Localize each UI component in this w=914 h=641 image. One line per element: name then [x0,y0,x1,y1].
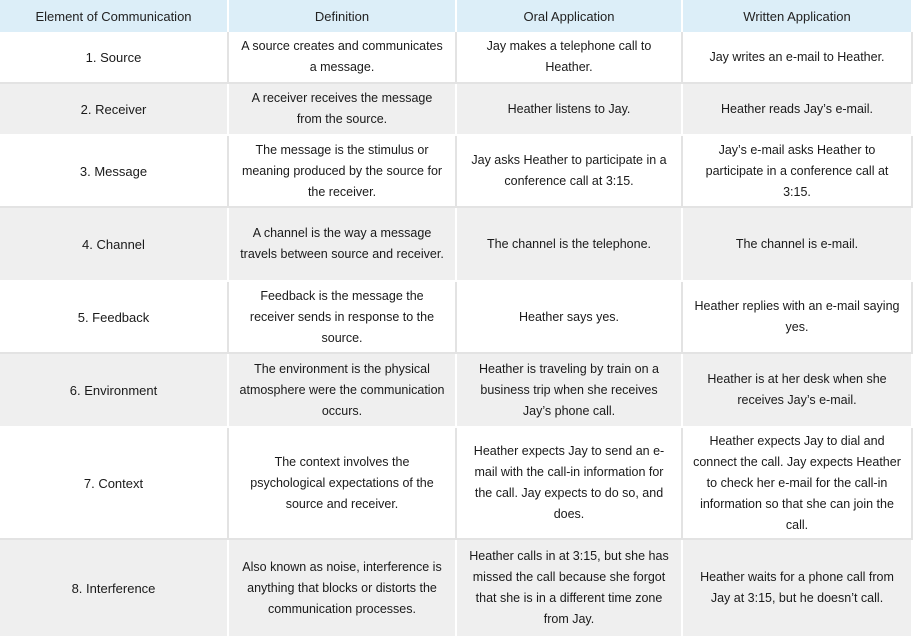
cell-element: 3. Message [0,135,228,207]
cell-definition: A receiver receives the message from the source. [228,83,456,135]
cell-oral: Heather says yes. [456,281,682,353]
cell-written: Jay’s e-mail asks Heather to participate in a conference call at 3:15. [682,135,912,207]
cell-element: 2. Receiver [0,83,228,135]
cell-oral: The channel is the telephone. [456,207,682,281]
cell-written: Heather replies with an e-mail saying yes. [682,281,912,353]
cell-definition: The environment is the physical atmosphere were the communication occurs. [228,353,456,427]
header-row [0,0,912,32]
cell-definition: The message is the stimulus or meaning produced by the source for the receiver. [228,135,456,207]
table-row-environment [0,353,912,427]
cell-written: The channel is e-mail. [682,207,912,281]
cell-oral: Heather is traveling by train on a business trip when she receives Jay’s phone call. [456,353,682,427]
cell-oral: Heather listens to Jay. [456,83,682,135]
header-definition: Definition [228,0,456,32]
table-row-interference [0,539,912,637]
cell-element: 7. Context [0,427,228,539]
cell-oral: Heather calls in at 3:15, but she has missed the call because she forgot that she is in a different time zone from Jay. [456,539,682,637]
cell-element: 5. Feedback [0,281,228,353]
table-row-channel [0,207,912,281]
cell-element: 1. Source [0,32,228,83]
cell-oral: Jay asks Heather to participate in a conference call at 3:15. [456,135,682,207]
cell-element: 6. Environment [0,353,228,427]
cell-oral: Jay makes a telephone call to Heather. [456,32,682,83]
cell-definition: Feedback is the message the receiver sends in response to the source. [228,281,456,353]
cell-oral: Heather expects Jay to send an e-mail with the call-in information for the call. Jay expects to do so, and does. [456,427,682,539]
table-row-message [0,135,912,207]
header-element: Element of Communication [0,0,228,32]
cell-written: Heather reads Jay’s e-mail. [682,83,912,135]
cell-element: 4. Channel [0,207,228,281]
cell-definition: A source creates and communicates a message. [228,32,456,83]
cell-definition: The context involves the psychological expectations of the source and receiver. [228,427,456,539]
cell-written: Heather waits for a phone call from Jay at 3:15, but he doesn’t call. [682,539,912,637]
table-header [0,0,912,32]
cell-written: Heather expects Jay to dial and connect the call. Jay expects Heather to check her e-mail for the call-in information so that she can join the call. [682,427,912,539]
table-body [0,32,912,637]
table-row-source [0,32,912,83]
table-row-context [0,427,912,539]
cell-written: Heather is at her desk when she receives Jay’s e-mail. [682,353,912,427]
cell-definition: Also known as noise, interference is anything that blocks or distorts the communication processes. [228,539,456,637]
cell-element: 8. Interference [0,539,228,637]
header-written-application: Written Application [682,0,912,32]
cell-written: Jay writes an e-mail to Heather. [682,32,912,83]
cell-definition: A channel is the way a message travels between source and receiver. [228,207,456,281]
table-row-receiver [0,83,912,135]
table-row-feedback [0,281,912,353]
header-oral-application: Oral Application [456,0,682,32]
